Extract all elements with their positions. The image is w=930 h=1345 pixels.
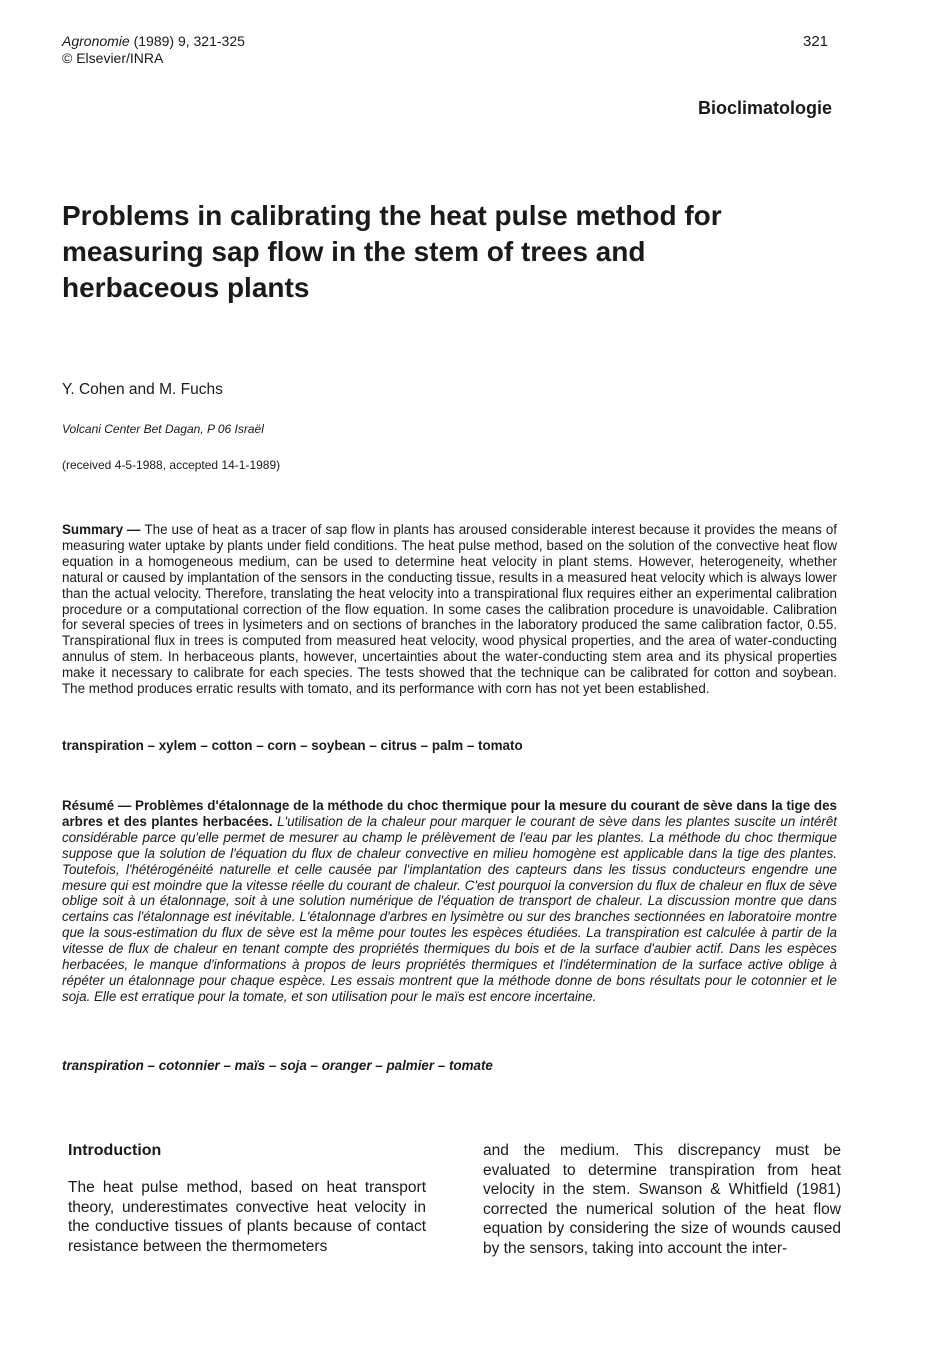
introduction-left-column: The heat pulse method, based on heat transport theory, underestimates convective heat velocity in the conductive tissues of plants because of contact resistance between the thermometers [68, 1179, 426, 1255]
affiliation: Volcani Center Bet Dagan, P 06 Israël [62, 422, 264, 436]
introduction-right-column: and the medium. This discrepancy must be evaluated to determine transpiration from heat velocity in the stem. Swanson & Whitfield (1981) corrected the numerical solution of the heat flow equation by considering the size of wounds caused by the sensors, taking into account the inter- [483, 1142, 841, 1257]
publisher-line: © Elsevier/INRA [62, 50, 164, 66]
keywords-english: transpiration – xylem – cotton – corn – soybean – citrus – palm – tomato [62, 738, 523, 753]
authors: Y. Cohen and M. Fuchs [62, 381, 223, 398]
journal-citation [62, 33, 245, 50]
section-heading: Bioclimatologie [697, 98, 832, 118]
resume-title: Problèmes d'étalonnage de la méthode du choc thermique pour la mesure du courant de sève dans la tige des arbres et des plantes herbacées. [62, 798, 837, 829]
summary-text: The use of heat as a tracer of sap flow in plants has aroused considerable interest because it provides the means of measuring water uptake by plants under field conditions. The heat pulse method, based on the solution of the convective heat flow equation in a homogeneous medium, can be used to determine heat velocity in plant stems. However, heterogeneity, whether natural or caused by implantation of the sensors in the conducting tissue, results in a measured heat velocity which is always lower than the actual velocity. Therefore, translating the heat velocity into a transpirational flux requires either an experimental calibration procedure or a computational correction of the flow equation. In some cases the calibration procedure is unavoidable. Calibration for several species of trees in lysimeters and on sections of branches in the laboratory produced the same calibration factor, 0.55. Transpirational flux in trees is computed from measured heat velocity, wood physical properties, and the area of water-conducting annulus of stem. In herbaceous plants, however, uncertainties about the water-conducting stem area and its physical properties make it necessary to calibrate for each species. The tests showed that the technique can be calibrated for cotton and soybean. The method produces erratic results with tomato, and its performance with corn has not yet been established. [62, 522, 837, 697]
received-dates: (received 4-5-1988, accepted 14-1-1989) [62, 458, 281, 472]
summary-label: Summary — [62, 522, 145, 537]
summary-abstract [62, 522, 837, 697]
resume-text: L'utilisation de la chaleur pour marquer le courant de sève dans les plantes suscite un intérêt considérable parce qu'elle permet de mesurer au champ le prélèvement de l'eau par les plantes. La méthode du choc thermique suppose que la solution de l'équation du flux de chaleur convective en milieu homogène est applicable dans la tige des plantes. Toutefois, l'hétérogénéité naturelle et celle causée par l'implantation des capteurs dans les tissus conducteurs engendre une mesure qui est moindre que la vitesse réelle du courant de chaleur. C'est pourquoi la conversion du flux de chaleur en flux de sève oblige soit à un étalonnage, soit à une solution numérique de l'équation de transport de chaleur. La discussion montre que dans certains cas l'étalonnage est inévitable. L'étalonnage d'arbres en lysimètre ou sur des branches sectionnées en laboratoire montre que la sous-estimation du flux de sève est la même pour toutes les espèces étudiées. La transpiration est calculée à partir de la vitesse de flux de chaleur en tenant compte des propriétés thermiques du bois et de la surface d'aubier actif. Dans les espèces herbacées, le manque d'informations à propos de leurs propriétés thermiques et l'indétermination de la surface active oblige à répéter un étalonnage pour chaque espèce. Les essais montrent que la méthode donne de bons résultats pour le cotonnier et le soja. Elle est erratique pour la tomate, et son utilisation pour le maïs est encore incertaine. [62, 813, 837, 1004]
introduction-heading: Introduction [68, 1142, 162, 1159]
resume-label: Résumé — [62, 798, 136, 813]
keywords-french: transpiration – cotonnier – maïs – soja – oranger – palmier – tomate [62, 1058, 493, 1073]
resume-abstract [62, 798, 837, 1005]
journal-name: Agronomie [62, 33, 130, 49]
page-number: 321 [803, 33, 829, 50]
journal-reference: (1989) 9, 321-325 [129, 33, 245, 49]
article-title: Problems in calibrating the heat pulse method for measuring sap flow in the stem of trees and herbaceous plants [62, 200, 722, 303]
